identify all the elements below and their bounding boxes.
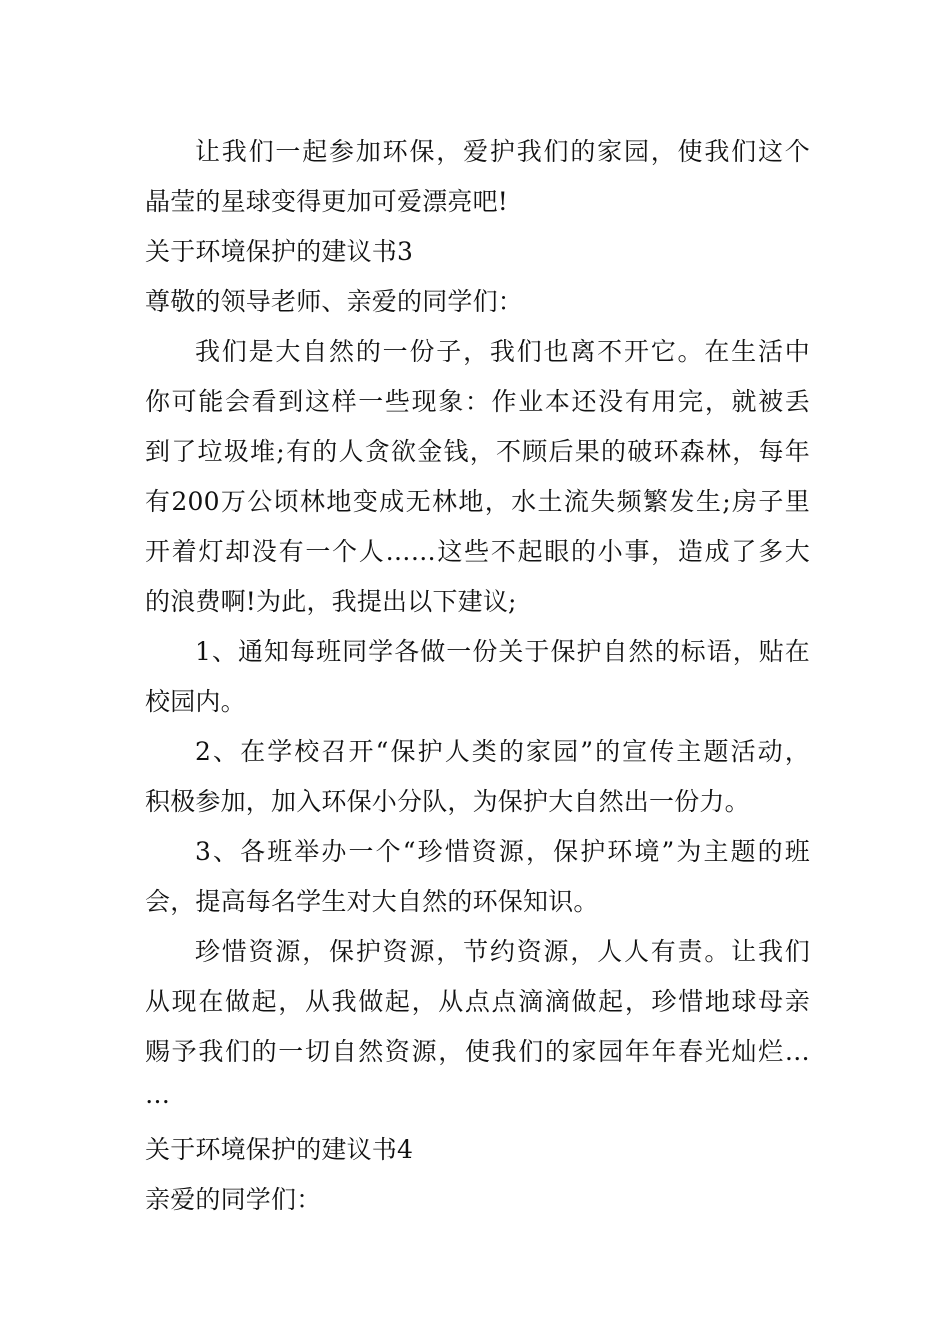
list-item-line: 会，提高每名学生对大自然的环保知识。	[145, 887, 599, 916]
list-item-line: 校园内。	[145, 687, 246, 716]
paragraph-line: 赐予我们的一切自然资源，使我们的家园年年春光灿烂…	[145, 1037, 810, 1066]
list-item-line: 2、在学校召开“保护人类的家园”的宣传主题活动，	[195, 737, 810, 766]
paragraph-line: 让我们一起参加环保，爱护我们的家园，使我们这个	[195, 137, 810, 166]
paragraph-line: 开着灯却没有一个人……这些不起眼的小事，造成了多大	[145, 537, 810, 566]
salutation: 尊敬的领导老师、亲爱的同学们：	[145, 287, 524, 316]
section-heading: 关于环境保护的建议书4	[145, 1135, 414, 1164]
list-item-line: 3、各班举办一个“珍惜资源，保护环境”为主题的班	[195, 837, 810, 866]
paragraph-line: 晶莹的星球变得更加可爱漂亮吧!	[145, 187, 509, 216]
paragraph-line: 我们是大自然的一份子，我们也离不开它。在生活中	[195, 337, 810, 366]
paragraph-line: 从现在做起，从我做起，从点点滴滴做起，珍惜地球母亲	[145, 987, 810, 1016]
paragraph-line: 的浪费啊!为此，我提出以下建议;	[145, 587, 517, 616]
paragraph-line: 珍惜资源，保护资源，节约资源，人人有责。让我们	[195, 937, 810, 966]
list-item-line: 积极参加，加入环保小分队，为保护大自然出一份力。	[145, 787, 750, 816]
paragraph-line: …	[145, 1080, 171, 1109]
paragraph-line: 到了垃圾堆;有的人贪欲金钱，不顾后果的破环森林，每年	[145, 437, 810, 466]
section-heading: 关于环境保护的建议书3	[145, 237, 414, 266]
paragraph-line: 有200万公顷林地变成无林地，水土流失频繁发生;房子里	[145, 487, 810, 516]
list-item-line: 1、通知每班同学各做一份关于保护自然的标语，贴在	[195, 637, 810, 666]
salutation: 亲爱的同学们：	[145, 1185, 322, 1214]
paragraph-line: 你可能会看到这样一些现象：作业本还没有用完，就被丢	[145, 387, 810, 416]
